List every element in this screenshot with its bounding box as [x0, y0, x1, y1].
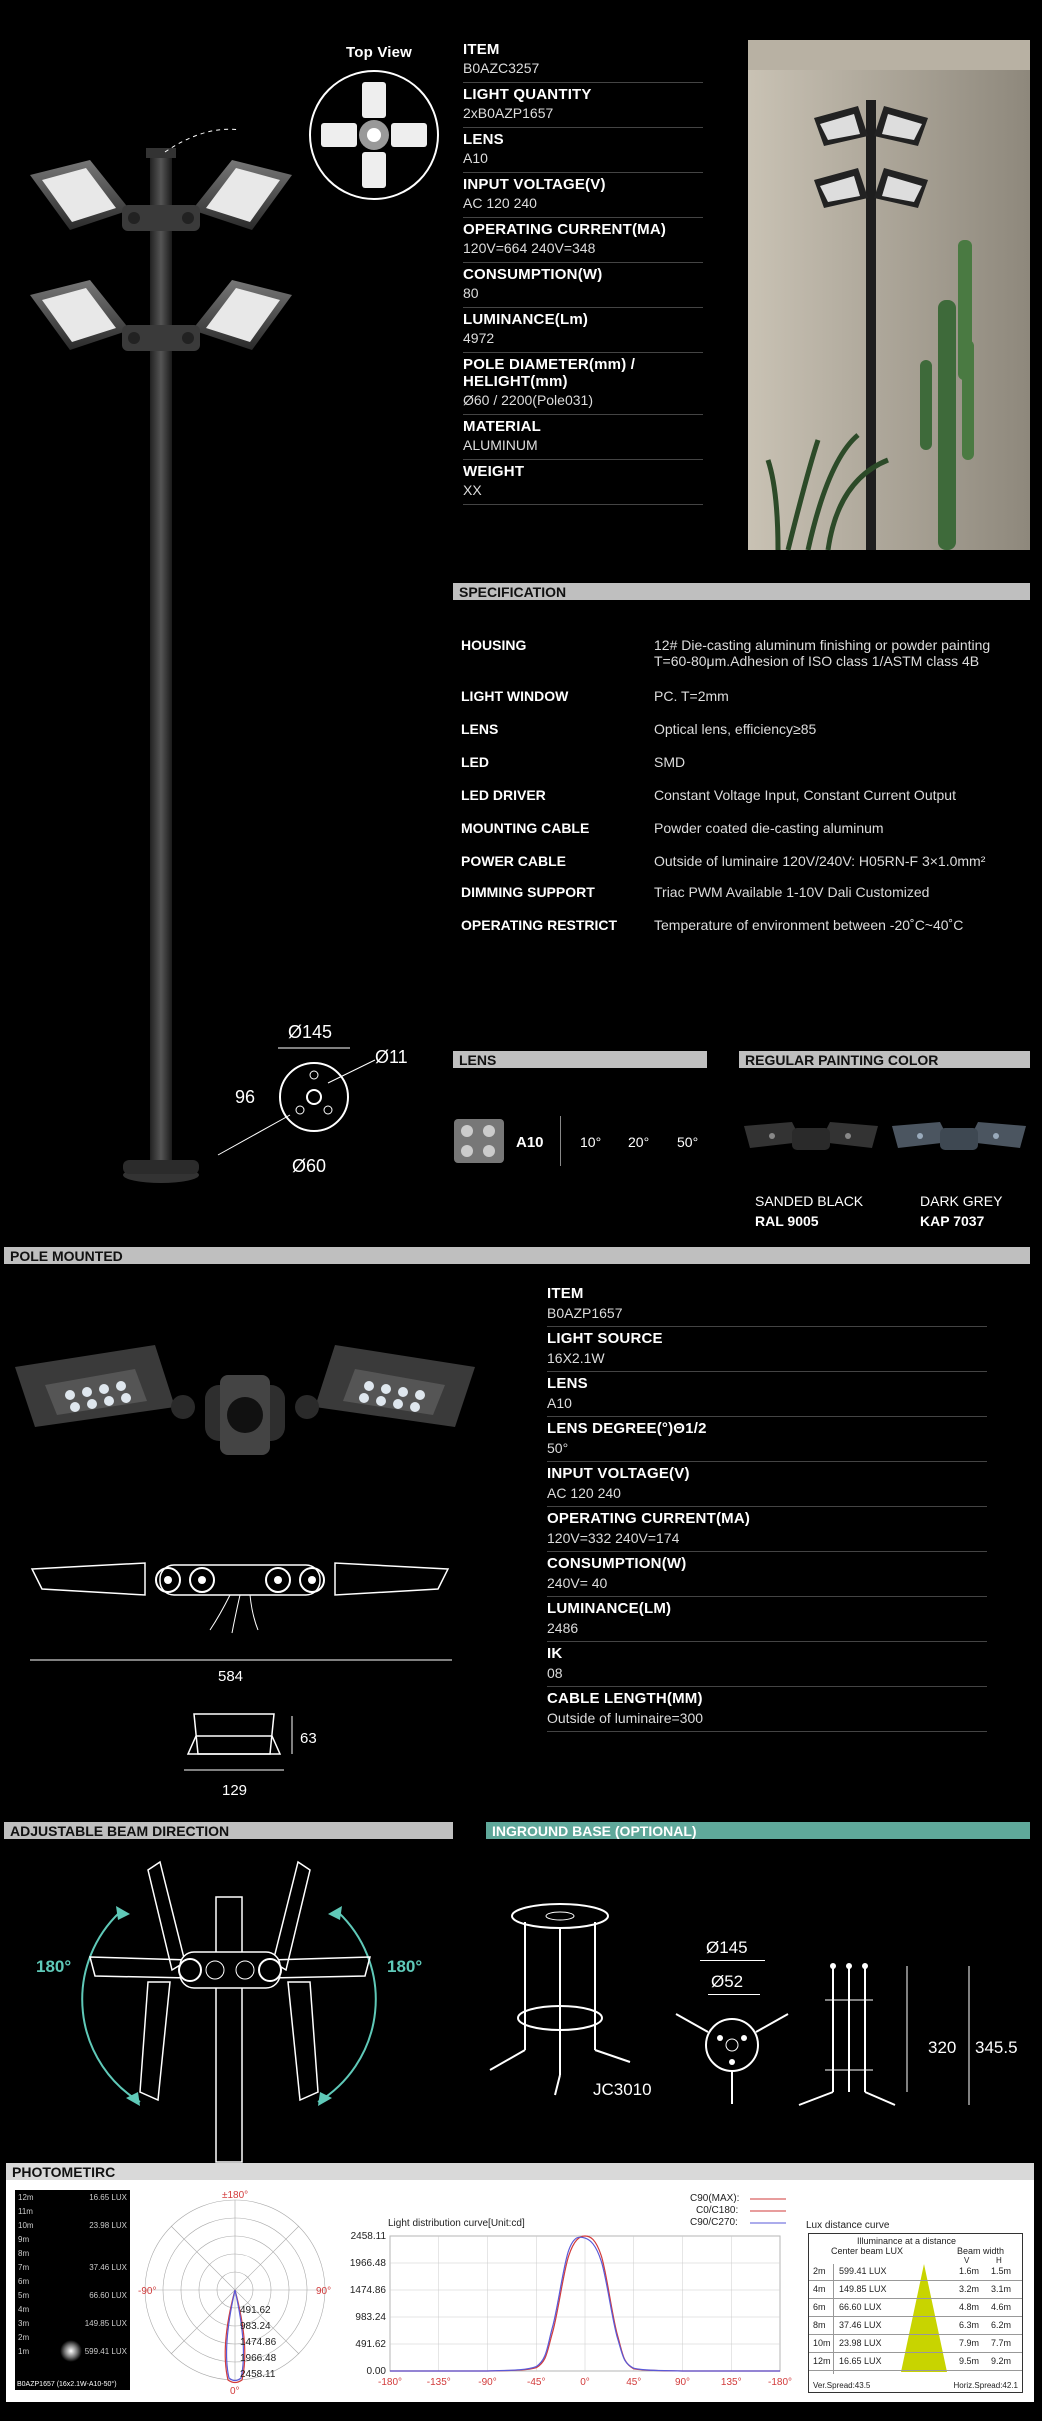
lux-row-height: 6m	[813, 2302, 826, 2312]
lux-height-label: 6m	[18, 2277, 30, 2286]
lux-row-height: 4m	[813, 2284, 826, 2294]
lux-height-panel	[15, 2190, 130, 2390]
lux-height-label: 10m	[18, 2221, 34, 2230]
pole-info-label: IK	[547, 1645, 563, 1662]
lux-value-label: 16.65 LUX	[89, 2193, 127, 2202]
base-dim-145: Ø145	[288, 1022, 333, 1042]
pole-info-value: 240V= 40	[547, 1575, 608, 1591]
spec-row	[461, 917, 1021, 933]
pole-info-row	[547, 1417, 987, 1462]
lux-value-label: 149.85 LUX	[84, 2319, 127, 2328]
pole-info-row	[547, 1507, 987, 1552]
lux-row-v: 9.5m	[959, 2356, 980, 2366]
main-info-label: POLE DIAMETER(mm) / HELIGHT(mm)	[463, 356, 636, 390]
curve-y-tick: 1966.48	[349, 2258, 386, 2269]
lux-row-divider	[809, 2316, 1022, 2317]
lux-row-v: 3.2m	[959, 2284, 980, 2294]
main-info-label: INPUT VOLTAGE(V)	[463, 176, 606, 193]
lux-row-height: 8m	[813, 2320, 826, 2330]
spec-value: Temperature of environment between -20˚C~40˚C	[654, 917, 964, 933]
inground-side-drawing	[795, 1960, 985, 2110]
inground-height-345: 345.5	[975, 2038, 1018, 2057]
pole-info-label: LIGHT SOURCE	[547, 1330, 663, 1347]
color-code-grey: KAP 7037	[920, 1213, 985, 1229]
lux-value-label: 66.60 LUX	[89, 2291, 127, 2300]
polar-ring-2: 983.24	[240, 2321, 271, 2332]
lux-row-h: 3.1m	[991, 2284, 1012, 2294]
spec-value: 12# Die-casting aluminum finishing or powder painting T=60-80μm.Adhesion of ISO class 1/ASTM class 4B	[654, 637, 991, 669]
main-info-value: B0AZC3257	[463, 60, 540, 76]
main-info-row	[463, 173, 703, 218]
lux-row-lux: 16.65 LUX	[839, 2356, 882, 2366]
pole-info-row	[547, 1597, 987, 1642]
spec-label: HOUSING	[461, 637, 527, 653]
spec-row	[461, 853, 1021, 869]
pole-info-label: LENS	[547, 1375, 588, 1392]
curve-y-tick: 0.00	[366, 2366, 386, 2377]
lens-divider	[560, 1116, 561, 1166]
lux-value-label: 37.46 LUX	[89, 2263, 127, 2272]
pole-info-label: LENS DEGREE(°)Θ1/2	[547, 1420, 707, 1437]
lux-foot-v: Ver.Spread:43.5	[813, 2381, 871, 2390]
color-title: REGULAR PAINTING COLOR	[739, 1051, 1030, 1068]
main-info-row	[463, 263, 703, 308]
main-info-row	[463, 460, 703, 505]
pole-info-label: INPUT VOLTAGE(V)	[547, 1465, 690, 1482]
curve-x-tick: -180°	[767, 2377, 793, 2388]
lux-row-divider	[809, 2352, 1022, 2353]
main-info-value: AC 120 240	[463, 195, 537, 211]
beam-angle-right: 180°	[387, 1957, 423, 1976]
polar-bottom-label: 0°	[230, 2386, 240, 2397]
polar-ring-1: 491.62	[240, 2305, 271, 2316]
main-info-row	[463, 38, 703, 83]
main-info-row	[463, 308, 703, 353]
main-info-label: OPERATING CURRENT(MA)	[463, 221, 667, 238]
lux-value-label: 23.98 LUX	[89, 2221, 127, 2230]
curve-y-tick: 491.62	[355, 2339, 386, 2350]
base-dim-60: Ø60	[292, 1156, 327, 1176]
spec-value: Outside of luminaire 120V/240V: H05RN-F 3×1.0mm²	[654, 853, 986, 869]
polar-left-label: -90°	[138, 2286, 157, 2297]
spec-row	[461, 637, 1021, 669]
spec-value: Triac PWM Available 1-10V Dali Customized	[654, 884, 930, 900]
inground-d52-line	[708, 1994, 760, 1995]
lux-row-lux: 149.85 LUX	[839, 2284, 887, 2294]
lux-height-label: 2m	[18, 2333, 30, 2342]
main-info-value: 4972	[463, 330, 495, 346]
lux-table-col-v: V	[964, 2256, 970, 2265]
inground-title: INGROUND BASE (OPTIONAL)	[486, 1822, 1030, 1839]
curve-y-tick: 1474.86	[349, 2285, 386, 2296]
inground-d145-line	[700, 1960, 765, 1961]
lens-title: LENS	[453, 1051, 707, 1068]
pole-base-diagram	[210, 1015, 420, 1175]
curve-x-tick: -135°	[426, 2377, 451, 2388]
lens-image	[452, 1115, 508, 1167]
lux-row-divider	[809, 2334, 1022, 2335]
main-info-value: 120V=664 240V=348	[463, 240, 596, 256]
lux-row-v: 6.3m	[959, 2320, 980, 2330]
photometric-title: PHOTOMETIRC	[6, 2163, 1034, 2180]
spec-label: MOUNTING CABLE	[461, 820, 590, 836]
spec-row	[461, 721, 1021, 737]
main-info-label: CONSUMPTION(W)	[463, 266, 603, 283]
curve-y-tick: 983.24	[355, 2312, 386, 2323]
main-info-row	[463, 128, 703, 173]
pole-info-row	[547, 1552, 987, 1597]
pole-info-row	[547, 1642, 987, 1687]
lux-row-lux: 23.98 LUX	[839, 2338, 882, 2348]
lux-row-divider	[809, 2280, 1022, 2281]
lux-row-h: 6.2m	[991, 2320, 1012, 2330]
lux-table-col-center: Center beam LUX	[831, 2246, 904, 2256]
lux-row-h: 4.6m	[991, 2302, 1012, 2312]
main-info-label: MATERIAL	[463, 418, 541, 435]
spec-label: LED DRIVER	[461, 787, 546, 803]
base-dim-96: 96	[235, 1087, 256, 1107]
spec-label: POWER CABLE	[461, 853, 566, 869]
polar-right-label: 90°	[316, 2286, 332, 2297]
lux-foot-h: Horiz.Spread:42.1	[953, 2381, 1018, 2390]
lux-row-lux: 599.41 LUX	[839, 2266, 887, 2276]
lux-row-height: 2m	[813, 2266, 826, 2276]
polar-top-label: ±180°	[222, 2190, 249, 2201]
spec-label: OPERATING RESTRICT	[461, 917, 618, 933]
lux-row-lux: 37.46 LUX	[839, 2320, 882, 2330]
pole-info-row	[547, 1372, 987, 1417]
lux-height-label: 12m	[18, 2193, 34, 2202]
main-info-list	[463, 38, 703, 505]
main-info-row	[463, 353, 703, 415]
inground-base-drawing	[485, 1900, 635, 2100]
product-photo	[748, 40, 1030, 550]
lux-row-divider	[809, 2370, 1022, 2371]
lux-height-label: 1m	[18, 2347, 30, 2356]
curve-x-tick: 0°	[580, 2377, 590, 2388]
top-view-diagram	[307, 68, 441, 202]
lux-beam-glow	[60, 2340, 82, 2362]
spec-title: SPECIFICATION	[453, 583, 1030, 600]
pole-info-value: 16X2.1W	[547, 1350, 605, 1366]
fixture-height-dim: 63	[300, 1730, 317, 1747]
beam-title: ADJUSTABLE BEAM DIRECTION	[4, 1822, 453, 1839]
lens-angle-20: 20°	[628, 1134, 650, 1150]
curve-x-tick: -45°	[527, 2377, 546, 2388]
curve-x-tick: 90°	[674, 2377, 691, 2388]
fixture-photo	[15, 1345, 475, 1465]
lux-table-col-beam: Beam width	[957, 2246, 1005, 2256]
pole-info-row	[547, 1327, 987, 1372]
curve-y-tick: 2458.11	[350, 2231, 386, 2242]
lux-value-label: 599.41 LUX	[84, 2347, 127, 2356]
fixture-side-drawing	[180, 1708, 320, 1778]
polar-ring-4: 1966.48	[240, 2353, 277, 2364]
pole-info-value: 50°	[547, 1440, 569, 1456]
lux-row-v: 7.9m	[959, 2338, 980, 2348]
spec-label: LIGHT WINDOW	[461, 688, 569, 704]
spec-row	[461, 820, 1021, 836]
lux-height-label: 11m	[18, 2207, 33, 2216]
main-info-label: LIGHT QUANTITY	[463, 86, 592, 103]
spec-value: Optical lens, efficiency≥85	[654, 721, 817, 737]
color-sample-black	[742, 1118, 880, 1158]
spec-label: LED	[461, 754, 489, 770]
main-info-value: 80	[463, 285, 479, 301]
color-name-grey: DARK GREY	[920, 1193, 1003, 1209]
main-info-label: WEIGHT	[463, 463, 525, 480]
inground-d52: Ø52	[711, 1972, 744, 1991]
main-info-row	[463, 83, 703, 128]
color-sample-grey	[890, 1118, 1028, 1158]
pole-info-value: 120V=332 240V=174	[547, 1530, 680, 1546]
lux-row-h: 1.5m	[991, 2266, 1012, 2276]
main-info-value: ALUMINUM	[463, 437, 538, 453]
spec-value: SMD	[654, 754, 686, 770]
inground-top-drawing	[672, 2000, 792, 2110]
spec-row	[461, 688, 1021, 704]
spec-value: Constant Voltage Input, Constant Current Output	[654, 787, 956, 803]
main-info-label: LUMINANCE(Lm)	[463, 311, 589, 328]
pole-info-label: CONSUMPTION(W)	[547, 1555, 687, 1572]
main-info-row	[463, 415, 703, 460]
lux-height-label: 5m	[18, 2291, 30, 2300]
lux-row-height: 12m	[813, 2356, 831, 2366]
fixture-line-drawing	[20, 1555, 460, 1675]
spec-list	[461, 637, 1021, 950]
lux-row-height: 10m	[813, 2338, 831, 2348]
polar-ring-3: 1474.86	[240, 2337, 277, 2348]
pole-info-label: OPERATING CURRENT(MA)	[547, 1510, 751, 1527]
curve-x-tick: 135°	[720, 2377, 742, 2388]
pole-info-value: A10	[547, 1395, 572, 1411]
lux-height-label: 8m	[18, 2249, 30, 2258]
polar-chart	[140, 2186, 340, 2396]
pole-info-list	[547, 1282, 987, 1732]
color-name-black: SANDED BLACK	[755, 1193, 864, 1209]
inground-model: JC3010	[593, 2080, 652, 2099]
lux-table-col-h: H	[996, 2256, 1002, 2265]
main-info-label: LENS	[463, 131, 504, 148]
pole-info-row	[547, 1282, 987, 1327]
pole-info-label: ITEM	[547, 1285, 584, 1302]
inground-d145: Ø145	[706, 1938, 748, 1957]
main-info-value: XX	[463, 482, 482, 498]
spec-label: DIMMING SUPPORT	[461, 884, 595, 900]
pole-info-label: LUMINANCE(LM)	[547, 1600, 672, 1617]
main-info-label: ITEM	[463, 41, 500, 58]
curve-title: Light distribution curve[Unit:cd]	[388, 2218, 525, 2229]
lux-row-lux: 66.60 LUX	[839, 2302, 882, 2312]
lux-table-title: Lux distance curve	[806, 2220, 890, 2231]
lens-name: A10	[516, 1134, 544, 1151]
main-info-value: Ø60 / 2200(Pole031)	[463, 392, 593, 408]
beam-direction-diagram	[20, 1852, 440, 2162]
pole-info-row	[547, 1687, 987, 1732]
lux-row-divider	[809, 2298, 1022, 2299]
lux-table-box	[808, 2233, 1023, 2393]
curve-legend-lines	[748, 2193, 788, 2229]
distribution-curve-chart	[340, 2228, 793, 2398]
lux-height-label: 4m	[18, 2305, 30, 2314]
lux-row-h: 7.7m	[991, 2338, 1012, 2348]
color-code-black: RAL 9005	[755, 1213, 819, 1229]
pole-info-value: Outside of luminaire=300	[547, 1710, 704, 1726]
lux-col-divider	[833, 2264, 834, 2374]
pole-info-row	[547, 1462, 987, 1507]
lens-angle-50: 50°	[677, 1134, 699, 1150]
lux-row-h: 9.2m	[991, 2356, 1012, 2366]
lux-caption: B0AZP1657 (16x2.1W-A10-50°)	[17, 2381, 117, 2388]
spec-label: LENS	[461, 721, 499, 737]
main-info-value: A10	[463, 150, 488, 166]
lux-height-label: 9m	[18, 2235, 30, 2244]
polar-ring-5: 2458.11	[240, 2369, 276, 2380]
lux-table-header: Illuminance at a distance	[857, 2236, 957, 2246]
curve-legend-c0: C0/C180:	[696, 2205, 739, 2216]
pole-info-value: 08	[547, 1665, 563, 1681]
lens-angle-10: 10°	[580, 1134, 602, 1150]
fixture-depth-dim: 129	[222, 1782, 248, 1799]
pole-info-value: 2486	[547, 1620, 579, 1636]
inground-height-320: 320	[928, 2038, 957, 2057]
lux-row-v: 4.8m	[959, 2302, 980, 2312]
lux-height-label: 3m	[18, 2319, 30, 2328]
fixture-width-dim: 584	[218, 1668, 244, 1685]
base-dim-11: Ø11	[375, 1047, 408, 1067]
main-info-value: 2xB0AZP1657	[463, 105, 554, 121]
spec-row	[461, 754, 1021, 770]
beam-angle-left: 180°	[36, 1957, 72, 1976]
spec-row	[461, 884, 1021, 900]
curve-x-tick: -180°	[377, 2377, 403, 2388]
curve-x-tick: -90°	[478, 2377, 497, 2388]
spec-value: PC. T=2mm	[654, 688, 729, 704]
spec-row	[461, 787, 1021, 803]
curve-x-tick: 45°	[626, 2377, 642, 2388]
curve-legend-c90: C90/C270:	[690, 2217, 738, 2228]
curve-legend-max: C90(MAX):	[690, 2193, 740, 2204]
lux-height-label: 7m	[18, 2263, 30, 2272]
pole-info-value: B0AZP1657	[547, 1305, 623, 1321]
main-info-row	[463, 218, 703, 263]
pole-info-value: AC 120 240	[547, 1485, 621, 1501]
spec-value: Powder coated die-casting aluminum	[654, 820, 884, 836]
pole-mounted-title: POLE MOUNTED	[4, 1247, 1030, 1264]
lux-row-v: 1.6m	[959, 2266, 980, 2276]
pole-info-label: CABLE LENGTH(MM)	[547, 1690, 703, 1707]
top-view-label: Top View	[346, 44, 413, 61]
